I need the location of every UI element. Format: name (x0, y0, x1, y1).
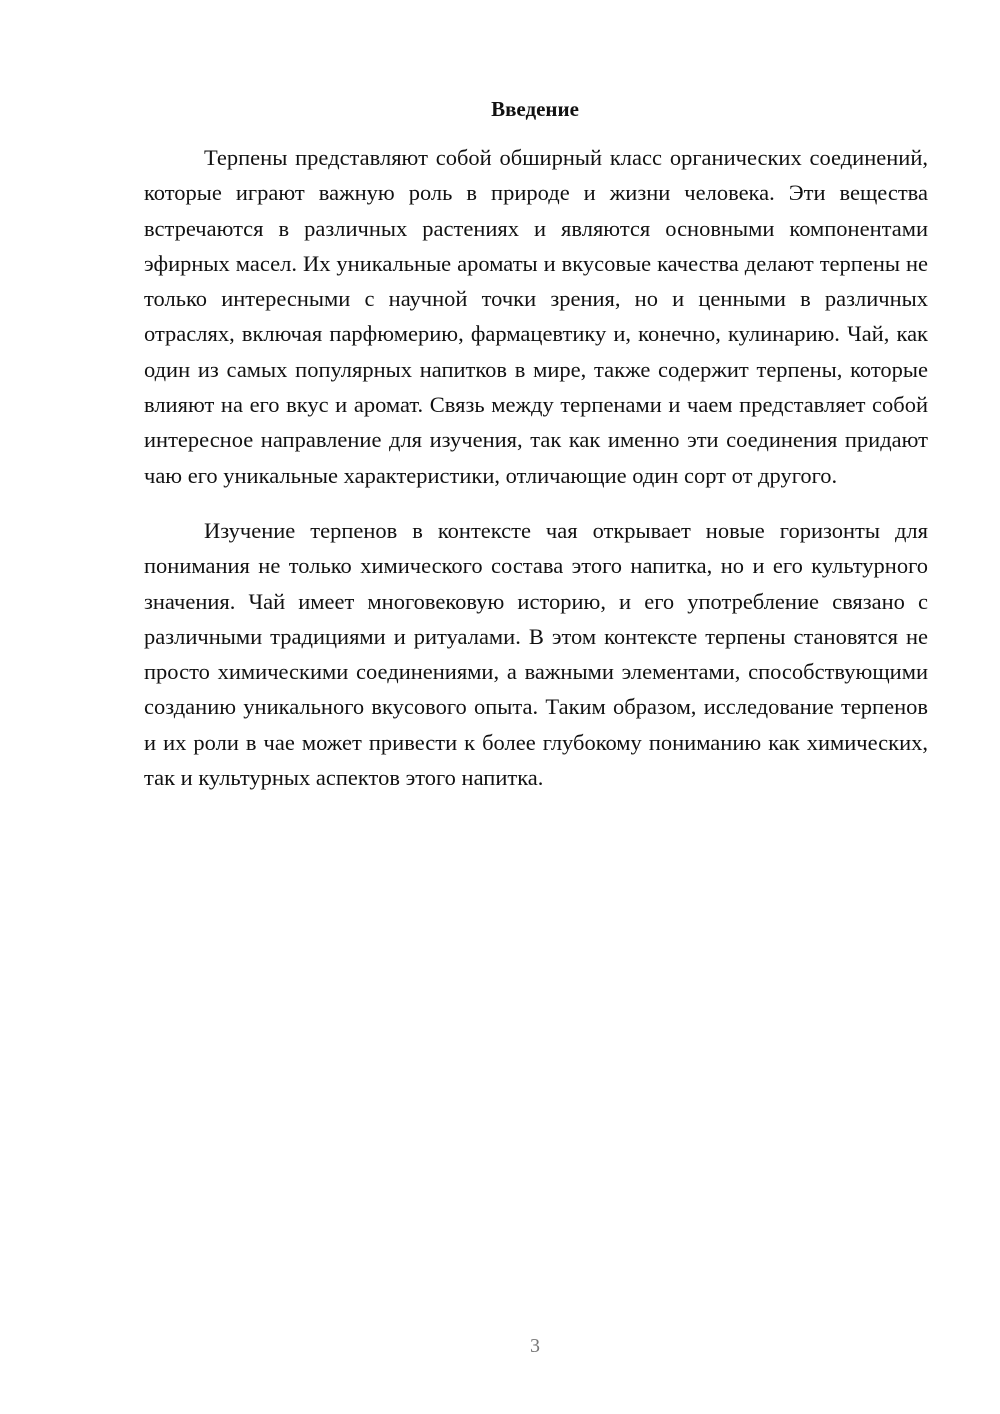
section-heading: Введение (491, 97, 579, 121)
paragraph-intro: Терпены представляют собой обширный класс органических соединений, которые играют важную роль в природе и жизни человека. Эти вещества встречаются в различных растениях и являются основными компонентами эфирных масел. Их уникальные ароматы и вкусовые качества делают терпены не только интересными с научной точки зрения, но и ценными в различных отраслях, включая парфюмерию, фармацевтику и, конечно, кулинарию. Чай, как один из самых популярных напитков в мире, также содержит терпены, которые влияют на его вкус и аромат. Связь между терпенами и чаем представляет собой интересное направление для изучения, так как именно эти соединения придают чаю его уникальные характеристики, отличающие один сорт от другого. (144, 145, 928, 488)
document-body (144, 140, 928, 795)
page-number: 3 (530, 1335, 540, 1357)
paragraph-context: Изучение терпенов в контексте чая открывает новые горизонты для понимания не только химического состава этого напитка, но и его культурного значения. Чай имеет многовековую историю, и его употребление связано с различными традициями и ритуалами. В этом контексте терпены становятся не просто химическими соединениями, а важными элементами, способствующими созданию уникального вкусового опыта. Таким образом, исследование терпенов и их роли в чае может привести к более глубокому пониманию как химических, так и культурных аспектов этого напитка. (144, 517, 928, 791)
